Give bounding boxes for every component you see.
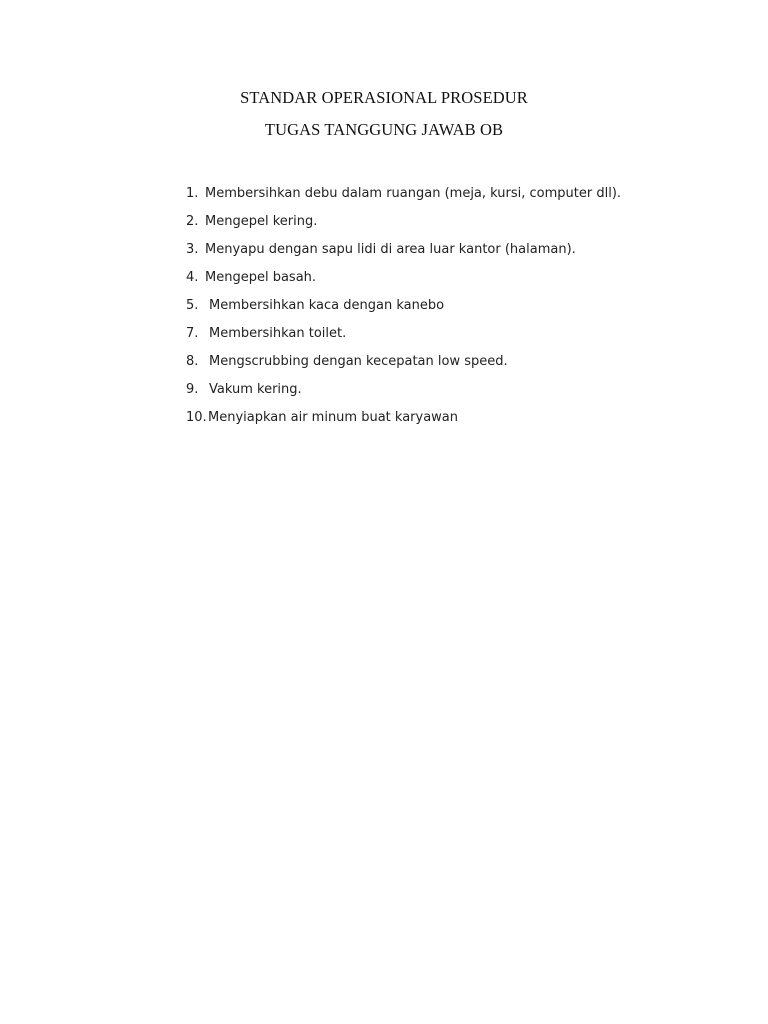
list-item — [186, 184, 621, 212]
list-item-text: Vakum kering. — [209, 382, 302, 397]
list-item — [186, 380, 621, 408]
list-item-number: 1. — [186, 186, 199, 201]
list-item-text: Membersihkan debu dalam ruangan (meja, kursi, computer dll). — [205, 186, 622, 201]
list-item — [186, 296, 621, 324]
list-item — [186, 240, 621, 268]
task-list — [186, 184, 621, 436]
list-item-number: 3. — [186, 242, 199, 257]
document-title: STANDAR OPERASIONAL PROSEDUR — [240, 88, 528, 107]
list-item-text: Menyiapkan air minum buat karyawan — [208, 410, 459, 425]
list-item-text: Mengepel basah. — [205, 270, 317, 285]
list-item-text: Menyapu dengan sapu lidi di area luar kantor (halaman). — [205, 242, 576, 257]
list-item-text: Membersihkan toilet. — [209, 326, 347, 341]
list-item — [186, 408, 621, 436]
list-item-number: 2. — [186, 214, 199, 229]
list-item-text: Mengscrubbing dengan kecepatan low speed. — [209, 354, 508, 369]
list-item-number: 8. — [186, 354, 199, 369]
list-item — [186, 268, 621, 296]
list-item — [186, 212, 621, 240]
list-item — [186, 352, 621, 380]
list-item-number: 5. — [186, 298, 199, 313]
list-item-number: 9. — [186, 382, 199, 397]
list-item-number: 4. — [186, 270, 199, 285]
list-item-text: Mengepel kering. — [205, 214, 318, 229]
list-item-text: Membersihkan kaca dengan kanebo — [209, 298, 445, 313]
list-item — [186, 324, 621, 352]
document-subtitle: TUGAS TANGGUNG JAWAB OB — [264, 120, 504, 139]
list-item-number: 7. — [186, 326, 199, 341]
list-item-number: 10. — [186, 410, 207, 425]
